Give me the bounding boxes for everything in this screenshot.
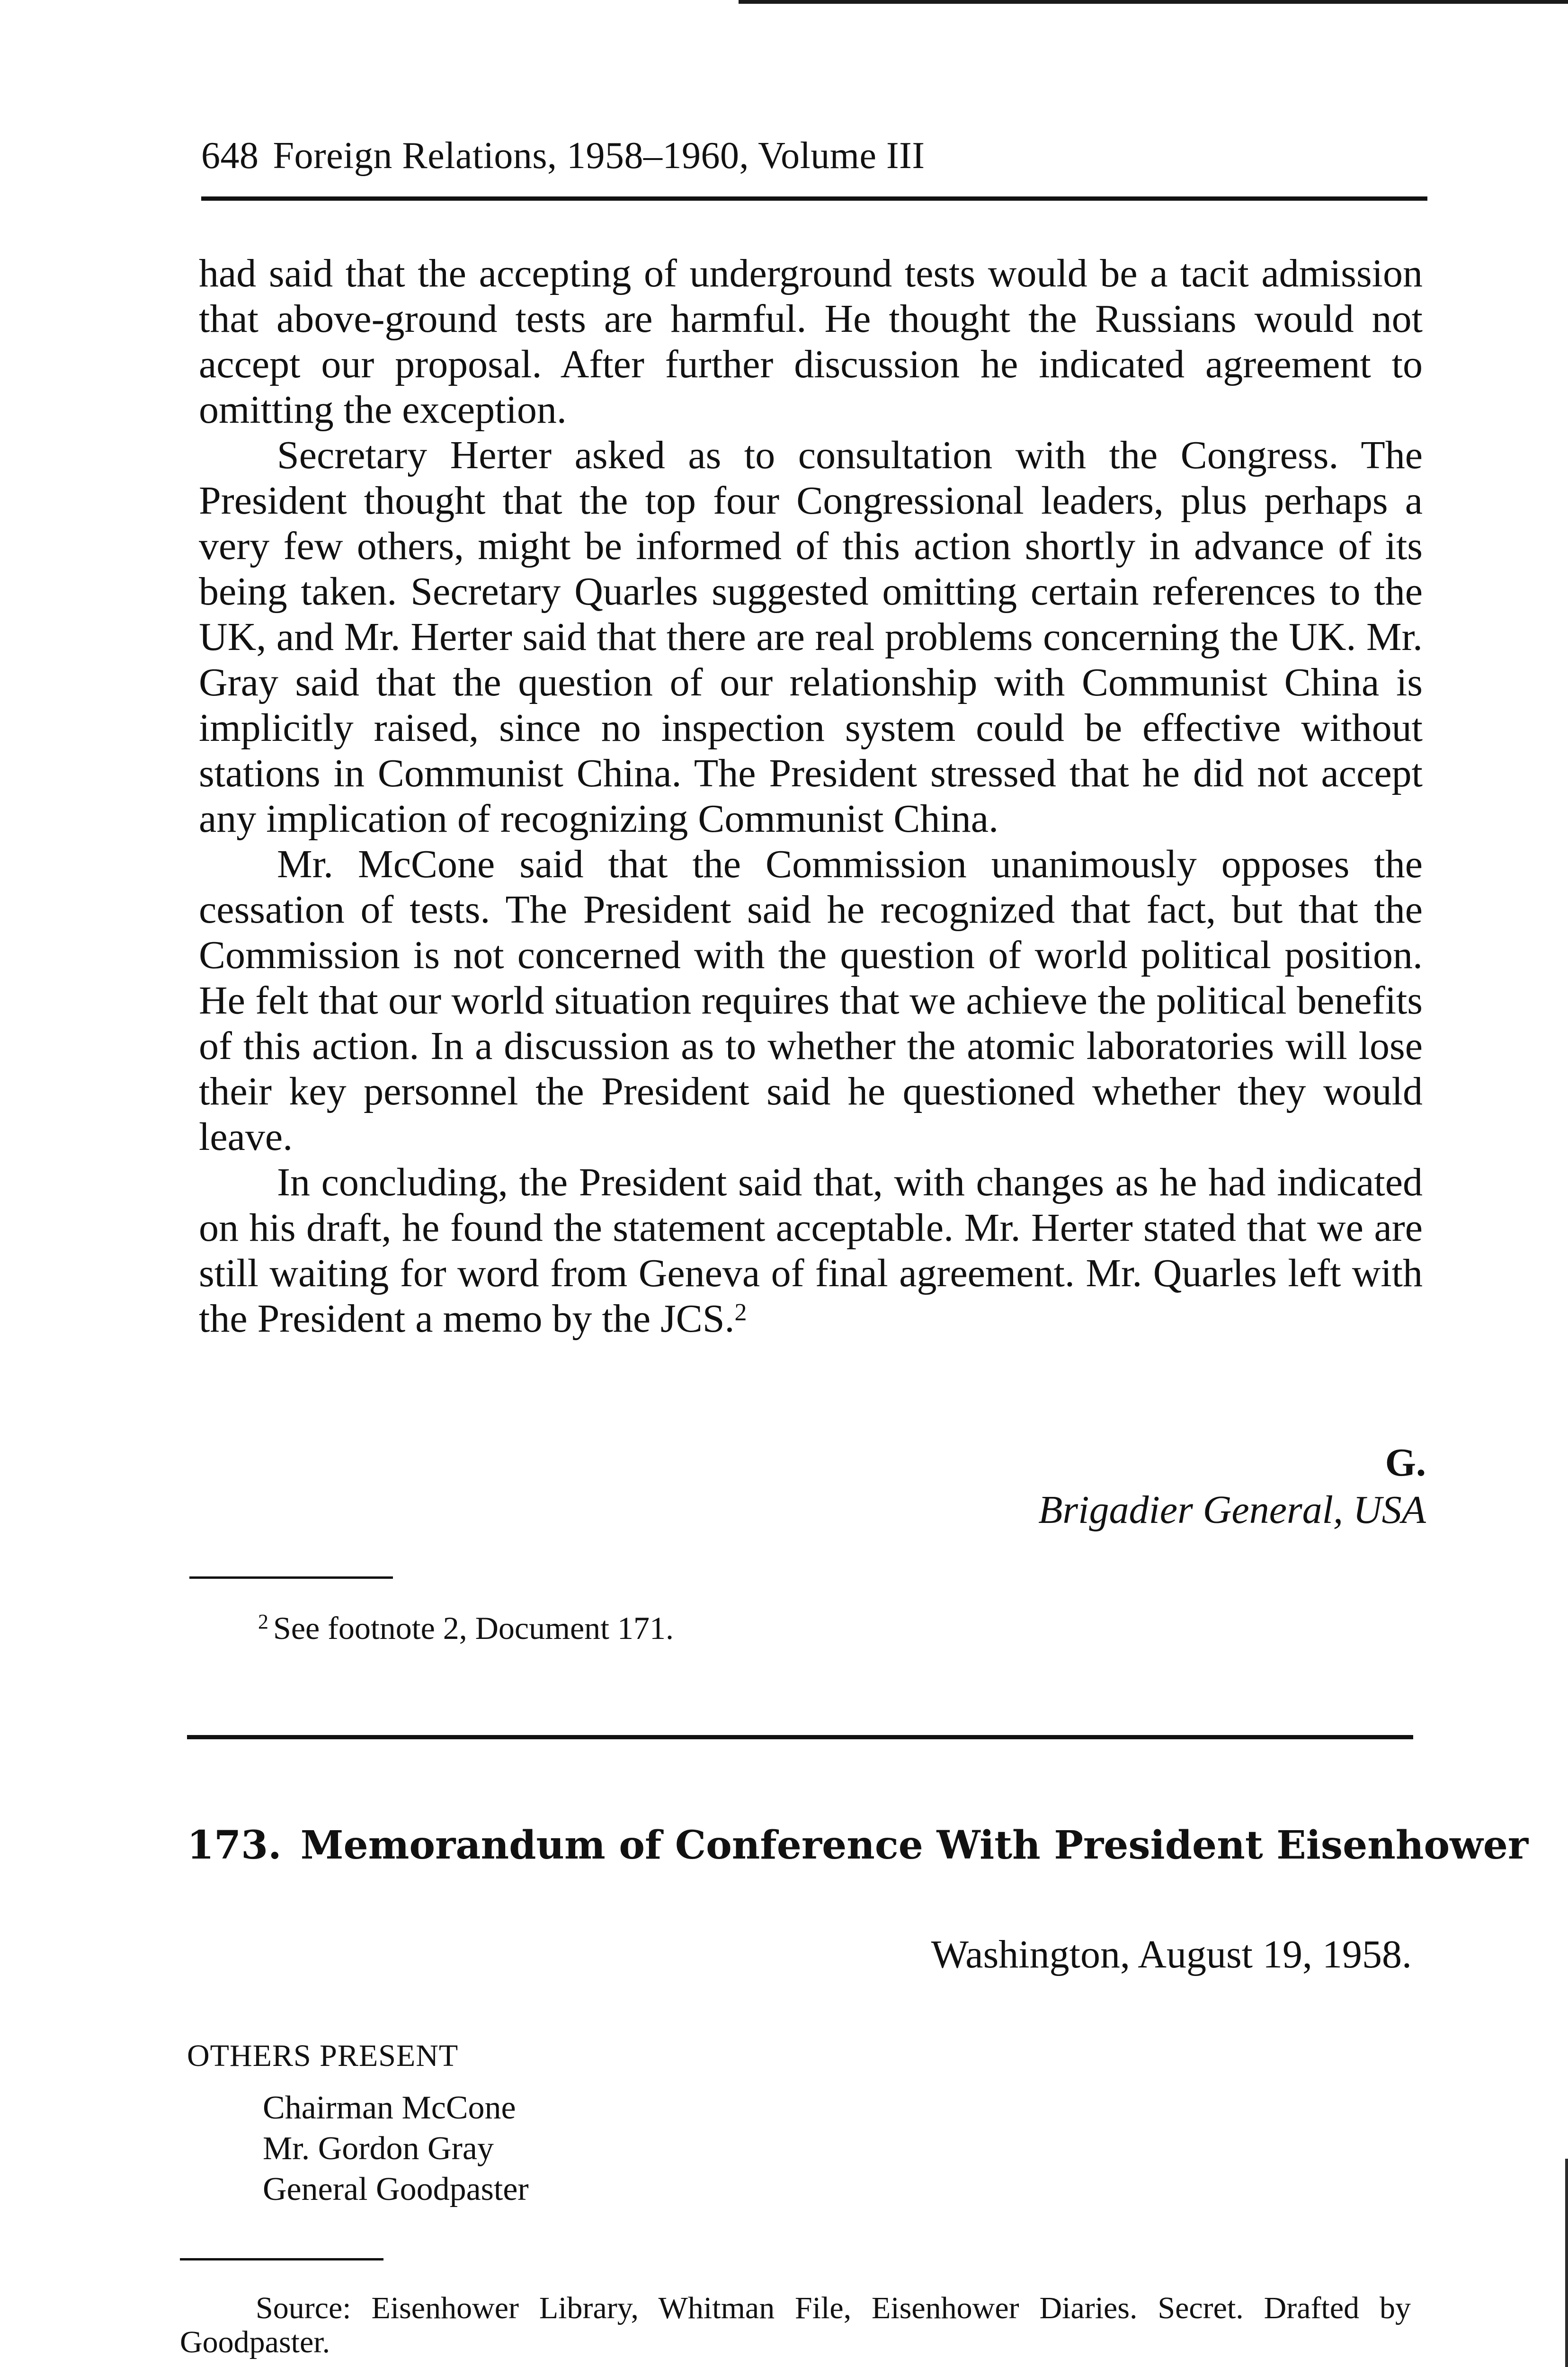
attendee-list	[263, 2088, 529, 2210]
paragraph-3: Mr. McCone said that the Commission unanimously opposes the cessation of tests. The President said he recognized that fact, but that the Commission is not concerned with the question of world political position. He felt that our world situation requires that we achieve the political benefits of this action. In a discussion as to whether the atomic laboratories will lose their key personnel the President said he questioned whether they would leave.	[199, 842, 1423, 1159]
scan-top-edge	[739, 0, 1568, 4]
footnote-marker: 2	[258, 1610, 268, 1633]
header-rule	[201, 196, 1427, 201]
others-present-label: OTHERS PRESENT	[187, 2038, 459, 2073]
document-heading	[187, 1823, 1528, 1868]
page-number: 648	[201, 135, 259, 177]
paragraph-4	[199, 1160, 1423, 1342]
signature-title: Brigadier General, USA	[1038, 1488, 1426, 1532]
attendee-item: Mr. Gordon Gray	[263, 2130, 494, 2167]
document-title: Memorandum of Conference With President Eisenhower	[300, 1823, 1529, 1868]
scan-right-edge	[1565, 2159, 1568, 2367]
paragraph-4-text: In concluding, the President said that, with changes as he had indicated on his draft, he found the statement acceptable. Mr. Herter stated that we are still waiting for word from Geneva of final agreement. Mr. Quarles left with the President a memo by the JCS.	[199, 1160, 1423, 1341]
footnote-reference: 2	[734, 1299, 747, 1326]
source-note: Source: Eisenhower Library, Whitman File, Eisenhower Diaries. Secret. Drafted by Goodpaster.	[180, 2291, 1411, 2359]
attendee-item: Chairman McCone	[263, 2090, 516, 2126]
running-header	[201, 135, 925, 177]
paragraph-1: had said that the accepting of underground tests would be a tacit admission that above-ground tests are harmful. He thought the Russians would not accept our proposal. After further discussion he indicated agreement to omitting the exception.	[199, 251, 1423, 432]
body-text	[199, 251, 1423, 1342]
footnote-text: See footnote 2, Document 171.	[273, 1610, 674, 1646]
paragraph-2: Secretary Herter asked as to consultation with the Congress. The President thought that the top four Congressional leaders, plus perhaps a very few others, might be informed of this action shortly in advance of its being taken. Secretary Quarles suggested omitting certain references to the UK, and Mr. Herter said that there are real problems concerning the UK. Mr. Gray said that the question of our relationship with Communist China is implicitly raised, since no inspection system could be effective without stations in Communist China. The President stressed that he did not accept any implication of recognizing Communist China.	[199, 433, 1423, 841]
section-divider	[187, 1735, 1413, 1739]
document-number: 173.	[187, 1823, 282, 1868]
signature-initial: G.	[1385, 1441, 1426, 1485]
footnote	[258, 1610, 674, 1647]
attendee-item: General Goodpaster	[263, 2171, 529, 2207]
document-place-date: Washington, August 19, 1958.	[931, 1932, 1412, 1976]
footnote-rule	[189, 1576, 393, 1579]
source-rule	[180, 2258, 383, 2260]
signature-block	[1038, 1439, 1426, 1534]
running-title: Foreign Relations, 1958–1960, Volume III	[273, 135, 925, 177]
